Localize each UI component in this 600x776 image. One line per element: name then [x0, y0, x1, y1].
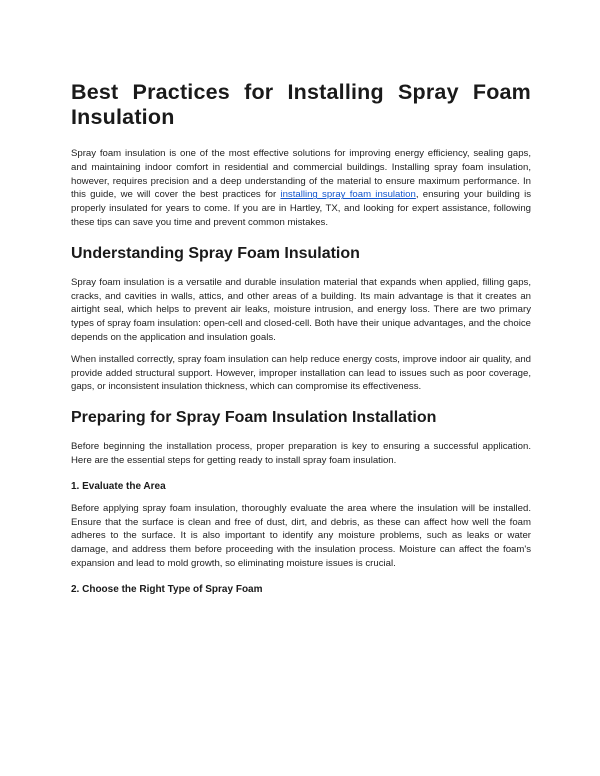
page-title	[71, 80, 531, 130]
subheading-evaluate-area: 1. Evaluate the Area	[71, 480, 166, 492]
page-title-line-1: Best Practices for Installing Spray Foam	[71, 80, 531, 104]
evaluate-area-paragraph: Before applying spray foam insulation, thoroughly evaluate the area where the insulation will be installed. Ensure that the surface is clean and free of dust, dirt, and debris, as these can affect how well the foam adheres to the surface. It is also important to identify any moisture problems, such as leaks or water damage, and address them before proceeding with the insulation process. Moisture can affect the foam's expansion and lead to mold growth, so eliminating moisture issues is crucial.	[71, 502, 531, 569]
page-title-line-2: Insulation	[71, 105, 175, 129]
installing-spray-foam-link[interactable]: installing spray foam insulation	[280, 189, 416, 201]
section2-paragraph-1: Before beginning the installation process, proper preparation is key to ensuring a successful application. Here are the essential steps for getting ready to install spray foam insulation.	[71, 441, 531, 466]
subheading-choose-spray-foam: 2. Choose the Right Type of Spray Foam	[71, 583, 263, 595]
section1-paragraph-2: When installed correctly, spray foam insulation can help reduce energy costs, improve indoor air quality, and provide added structural support. However, improper installation can lead to issues such as poor coverage, gaps, or inconsistent insulation thickness, which can compromise its effectiveness.	[71, 353, 531, 393]
intro-text-before-link: Spray foam insulation is one of the most effective solutions for improving energy efficiency, sealing gaps, and maintaining indoor comfort in residential and commercial buildings. Installing spray foam insulation, however, requires precision and a deep understanding of the material to ensure maximum performance. In this guide, we will cover the best practices for	[71, 148, 531, 201]
intro-text-after-link: , ensuring your building is properly insulated for years to come. If you are in Hartley, TX, and looking for expert assistance, following these tips can save you time and prevent common mistakes.	[71, 189, 531, 228]
section-heading-understanding: Understanding Spray Foam Insulation	[71, 244, 360, 262]
document-page	[71, 80, 531, 605]
section-heading-preparing: Preparing for Spray Foam Insulation Installation	[71, 409, 437, 427]
section1-paragraph-1: Spray foam insulation is a versatile and durable insulation material that expands when applied, filling gaps, cracks, and cavities in walls, attics, and other areas of a building. Its main advantage is that it creates an airtight seal, which helps to prevent air leaks, moisture intrusion, and energy loss. There are two primary types of spray foam insulation: open-cell and closed-cell. Both have their unique advantages, and the choice depends on the application and insulation goals.	[71, 276, 531, 343]
intro-paragraph	[71, 147, 531, 230]
